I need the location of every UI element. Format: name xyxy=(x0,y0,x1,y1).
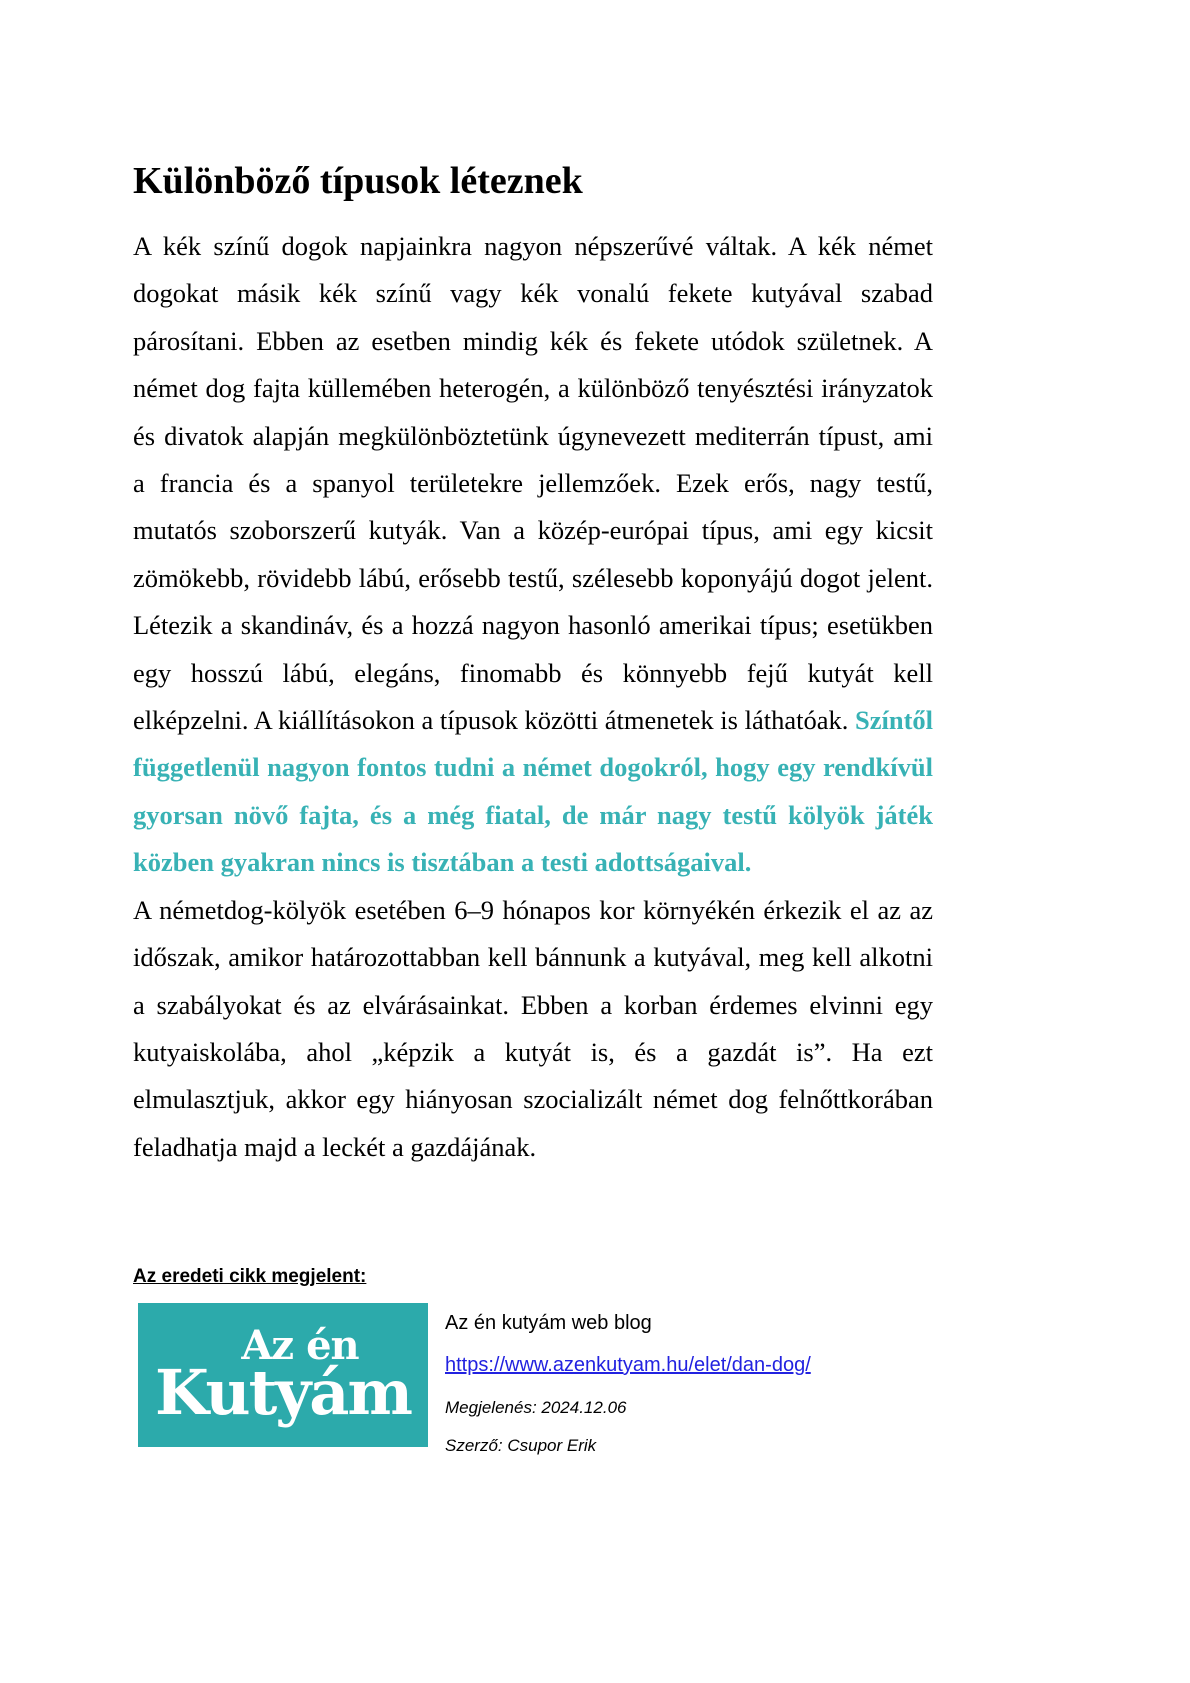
source-section-heading: Az eredeti cikk megjelent: xyxy=(133,1266,367,1287)
published-date: Megjelenés: 2024.12.06 xyxy=(445,1398,627,1417)
author-line: Szerző: Csupor Erik xyxy=(445,1436,597,1455)
page-title: Különböző típusok léteznek xyxy=(133,160,583,203)
logo-text-line1: Az én xyxy=(241,1322,359,1369)
logo-text-line2: Kutyám xyxy=(154,1356,412,1429)
blog-name: Az én kutyám web blog xyxy=(445,1312,652,1334)
emphasis-run: Színtől függetlenül nagyon fontos tudni a német dogokról, hogy egy rendkívül gyorsan növő fajta, és a még fiatal, de már nagy testű kölyök játék közben gyakran nincs is tisztában a testi adottságaival. xyxy=(133,705,934,878)
article-link[interactable]: https://www.azenkutyam.hu/elet/dan-dog/ xyxy=(445,1354,811,1376)
body-paragraph-2: A németdog-kölyök esetében 6–9 hónapos kor környékén érkezik el az az időszak, amikor határozottabban kell bánnunk a kutyával, meg kell alkotni a szabályokat és az elvárásainkat. Ebben a korban érdemes elvinni egy kutyaiskolába, ahol „képzik a kutyát is, és a gazdát is”. Ha ezt elmulasztjuk, akkor egy hiányosan szocializált német dog felnőttkorában feladhatja majd a leckét a gazdájának. xyxy=(133,894,933,1162)
body-text-run: A kék színű dogok napjainkra nagyon népszerűvé váltak. A kék német dogokat másik kék színű vagy kék vonalú fekete kutyával szabad párosítani. Ebben az esetben mindig kék és fekete utódok születnek. A német dog fajta küllemében heterogén, a különböző tenyésztési irányzatok és divatok alapján megkülönböztetünk úgynevezett mediterrán típust, ami a francia és a spanyol területekre jellemzőek. Ezek erős, nagy testű, mutatós szoborszerű kutyák. Van a közép-európai típus, ami egy kicsit zömökebb, rövidebb lábú, erősebb testű, szélesebb koponyájú dogot jelent. Létezik a skandináv, és a hozzá nagyon hasonló amerikai típus; esetükben egy hosszú lábú, elegáns, finomabb és könnyebb fejű kutyát kell elképzelni. A kiállításokon a típusok közötti átmenetek is láthatóak. xyxy=(133,231,933,736)
body-paragraph-1 xyxy=(133,223,933,887)
azenkutyam-logo xyxy=(138,1303,428,1447)
article-body xyxy=(133,223,933,1171)
